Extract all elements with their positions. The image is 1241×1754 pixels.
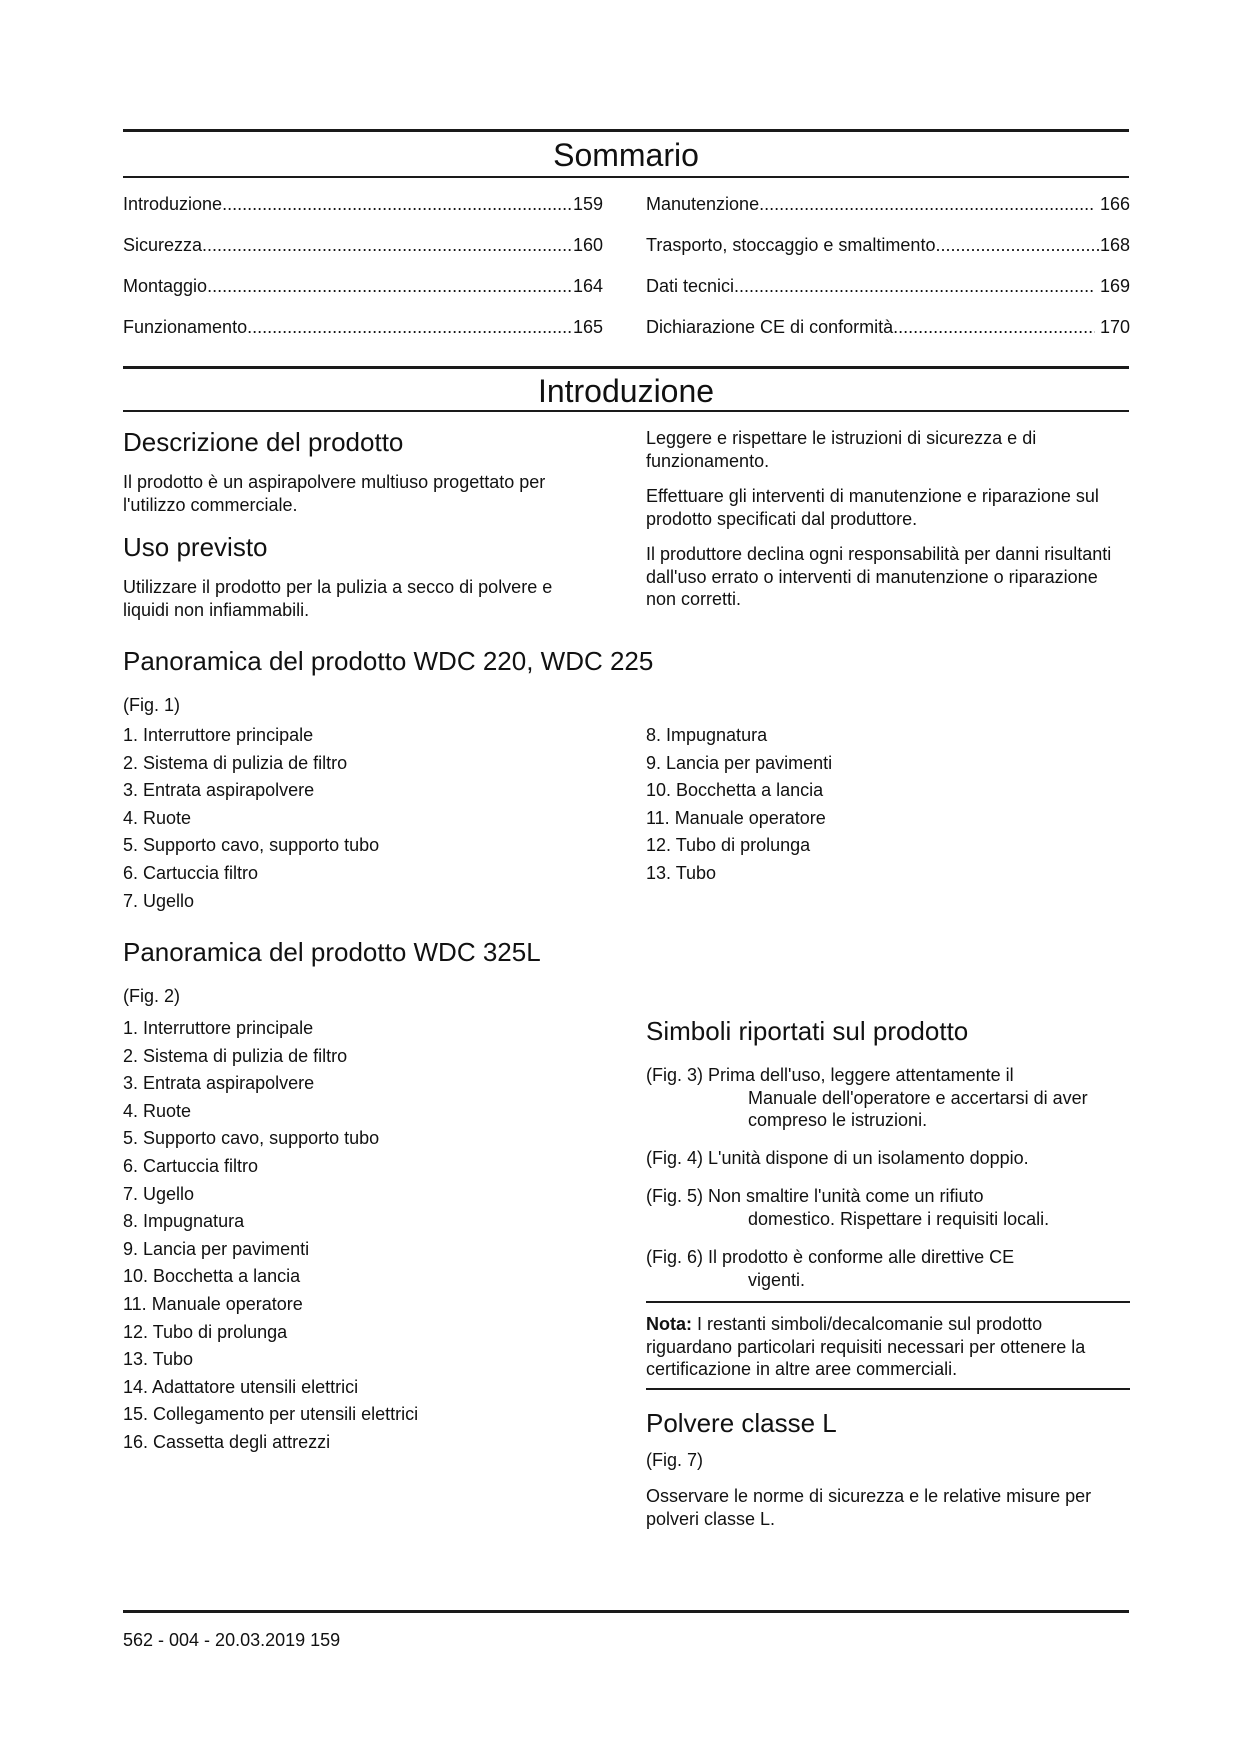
- toc-entry-label: Dichiarazione CE di conformità: [646, 317, 894, 337]
- footer-page-number: 159: [310, 1630, 341, 1650]
- toc-dots: [222, 193, 573, 215]
- list-item: 12. Tubo di prolunga: [646, 835, 811, 856]
- toc-entry-page: 159: [572, 194, 603, 214]
- toc-entry-page: 169: [1094, 276, 1130, 296]
- toc-entry-label: Manutenzione: [646, 194, 760, 214]
- toc-entry-page: 165: [572, 317, 603, 337]
- symbols-heading: Simboli riportati sul prodotto: [646, 1016, 969, 1046]
- intro-right-p2: Effettuare gli interventi di manutenzione e riparazione sul prodotto specificati dal produttore.: [646, 486, 1099, 529]
- list-item: 9. Lancia per pavimenti: [123, 1238, 310, 1259]
- list-item: 15. Collegamento per utensili elettrici: [123, 1404, 419, 1425]
- toc-dots: [202, 234, 573, 256]
- toc-entry-page: 166: [1094, 194, 1130, 214]
- list-item: 12. Tubo di prolunga: [123, 1321, 288, 1342]
- list-item: 1. Interruttore principale: [123, 1018, 314, 1038]
- toc-entry-page: 168: [1099, 235, 1130, 255]
- footer-rule: [123, 1610, 1129, 1613]
- list-item: 11. Manuale operatore: [646, 807, 826, 828]
- polvere-text: Osservare le norme di sicurezza e le relative misure per polveri classe L.: [646, 1486, 1092, 1529]
- toc-dots: [734, 275, 1095, 297]
- symbol-fig6: [646, 1246, 1130, 1291]
- overview1-heading: Panoramica del prodotto WDC 220, WDC 225: [123, 646, 654, 676]
- symbol-fig3-line3: compreso le istruzioni.: [748, 1110, 928, 1130]
- toc-dots: [207, 275, 573, 297]
- list-item: 8. Impugnatura: [123, 1211, 245, 1232]
- toc-entry[interactable]: [646, 275, 1130, 297]
- toc-entry[interactable]: [123, 275, 603, 297]
- nota-label: Nota:: [646, 1314, 692, 1334]
- toc-entry[interactable]: [123, 234, 603, 256]
- list-item: 13. Tubo: [123, 1349, 194, 1370]
- toc-dots: [759, 193, 1095, 215]
- symbol-fig6-line2: vigenti.: [748, 1269, 806, 1290]
- toc-dots: [893, 316, 1095, 338]
- list-item: 10. Bocchetta a lancia: [123, 1266, 301, 1287]
- toc-dots: [935, 234, 1099, 256]
- toc-entry-label: Sicurezza: [123, 235, 203, 255]
- toc-entry-label: Introduzione: [123, 194, 223, 214]
- list-item: 10. Bocchetta a lancia: [646, 780, 824, 801]
- list-item: 9. Lancia per pavimenti: [646, 752, 833, 773]
- list-item: 4. Ruote: [123, 807, 192, 828]
- symbol-fig5-line2: domestico. Rispettare i requisiti locali.: [748, 1208, 1050, 1229]
- list-item: 7. Ugello: [123, 1183, 195, 1204]
- toc-entry[interactable]: [123, 316, 603, 338]
- list-item: 11. Manuale operatore: [123, 1293, 303, 1314]
- list-item: 16. Cassetta degli attrezzi: [123, 1431, 331, 1452]
- symbol-fig3-line2: Manuale dell'operatore e accertarsi di aver: [748, 1087, 1088, 1108]
- list-item: 14. Adattatore utensili elettrici: [123, 1376, 359, 1397]
- descrizione-text: Il prodotto è un aspirapolvere multiuso progettato per l'utilizzo commerciale.: [123, 472, 546, 515]
- toc-entry[interactable]: [123, 193, 603, 215]
- list-item: 13. Tubo: [646, 862, 717, 883]
- intro-right-p1: Leggere e rispettare le istruzioni di sicurezza e di funzionamento.: [646, 428, 1037, 471]
- overview2-fig: (Fig. 2): [123, 986, 181, 1006]
- toc-title: Sommario: [553, 137, 699, 173]
- toc-entry-label: Montaggio: [123, 276, 208, 296]
- uso-heading: Uso previsto: [123, 532, 268, 562]
- list-item: 2. Sistema di pulizia de filtro: [123, 752, 348, 773]
- toc-entry-label: Dati tecnici: [646, 276, 735, 296]
- intro-title: Introduzione: [537, 373, 715, 409]
- toc-entry-label: Funzionamento: [123, 317, 248, 337]
- nota-box: [646, 1313, 1130, 1381]
- intro-right-p3: Il produttore declina ogni responsabilità per danni risultanti dall'uso errato o interventi di manutenzione o riparazione non corretti.: [646, 544, 1112, 609]
- toc-title-rule: [123, 176, 1129, 178]
- overview1-fig: (Fig. 1): [123, 695, 181, 715]
- uso-text: Utilizzare il prodotto per la pulizia a secco di polvere e liquidi non infiammabili.: [123, 577, 553, 620]
- list-item: 7. Ugello: [123, 890, 195, 911]
- toc-entry-page: 170: [1094, 317, 1130, 337]
- symbol-fig5-line1: (Fig. 5) Non smaltire l'unità come un rifiuto: [646, 1186, 984, 1206]
- nota-bottom-rule: [646, 1388, 1130, 1390]
- toc-entry[interactable]: [646, 193, 1130, 215]
- toc-dots: [247, 316, 573, 338]
- overview2-list: [123, 1017, 418, 1459]
- list-item: 3. Entrata aspirapolvere: [123, 1073, 315, 1094]
- toc-entry[interactable]: [646, 234, 1130, 256]
- overview1-list-right: [646, 724, 832, 890]
- toc-entry-page: 160: [572, 235, 603, 255]
- list-item: 3. Entrata aspirapolvere: [123, 780, 315, 801]
- footer: [123, 1630, 340, 1651]
- footer-code: 562 - 004 - 20.03.2019: [123, 1630, 311, 1650]
- overview1-list-left: [123, 724, 379, 917]
- nota-top-rule: [646, 1301, 1130, 1303]
- symbol-fig5: [646, 1185, 1130, 1230]
- toc-entry-label: Trasporto, stoccaggio e smaltimento: [646, 235, 936, 255]
- list-item: 5. Supporto cavo, supporto tubo: [123, 1128, 380, 1149]
- top-rule: [123, 129, 1129, 132]
- nota-text: I restanti simboli/decalcomanie sul prodotto riguardano particolari requisiti necessari per ottenere la certificazione in altre aree commerciali.: [646, 1314, 1086, 1379]
- list-item: 6. Cartuccia filtro: [123, 1155, 259, 1176]
- polvere-fig: (Fig. 7): [646, 1450, 704, 1470]
- overview2-heading: Panoramica del prodotto WDC 325L: [123, 937, 541, 967]
- symbol-fig3: [646, 1064, 1130, 1132]
- symbol-fig6-line1: (Fig. 6) Il prodotto è conforme alle direttive CE: [646, 1247, 1015, 1267]
- symbol-fig4: (Fig. 4) L'unità dispone di un isolamento doppio.: [646, 1148, 1029, 1168]
- list-item: 2. Sistema di pulizia de filtro: [123, 1045, 348, 1066]
- symbol-fig3-line1: (Fig. 3) Prima dell'uso, leggere attentamente il: [646, 1065, 1014, 1085]
- descrizione-heading: Descrizione del prodotto: [123, 427, 404, 457]
- toc-entry[interactable]: [646, 316, 1130, 338]
- intro-title-rule: [123, 410, 1129, 412]
- intro-top-rule: [123, 366, 1129, 369]
- list-item: 4. Ruote: [123, 1100, 192, 1121]
- toc-entry-page: 164: [572, 276, 603, 296]
- list-item: 5. Supporto cavo, supporto tubo: [123, 835, 380, 856]
- polvere-heading: Polvere classe L: [646, 1408, 837, 1438]
- list-item: 8. Impugnatura: [646, 725, 768, 745]
- list-item: 1. Interruttore principale: [123, 725, 314, 745]
- list-item: 6. Cartuccia filtro: [123, 862, 259, 883]
